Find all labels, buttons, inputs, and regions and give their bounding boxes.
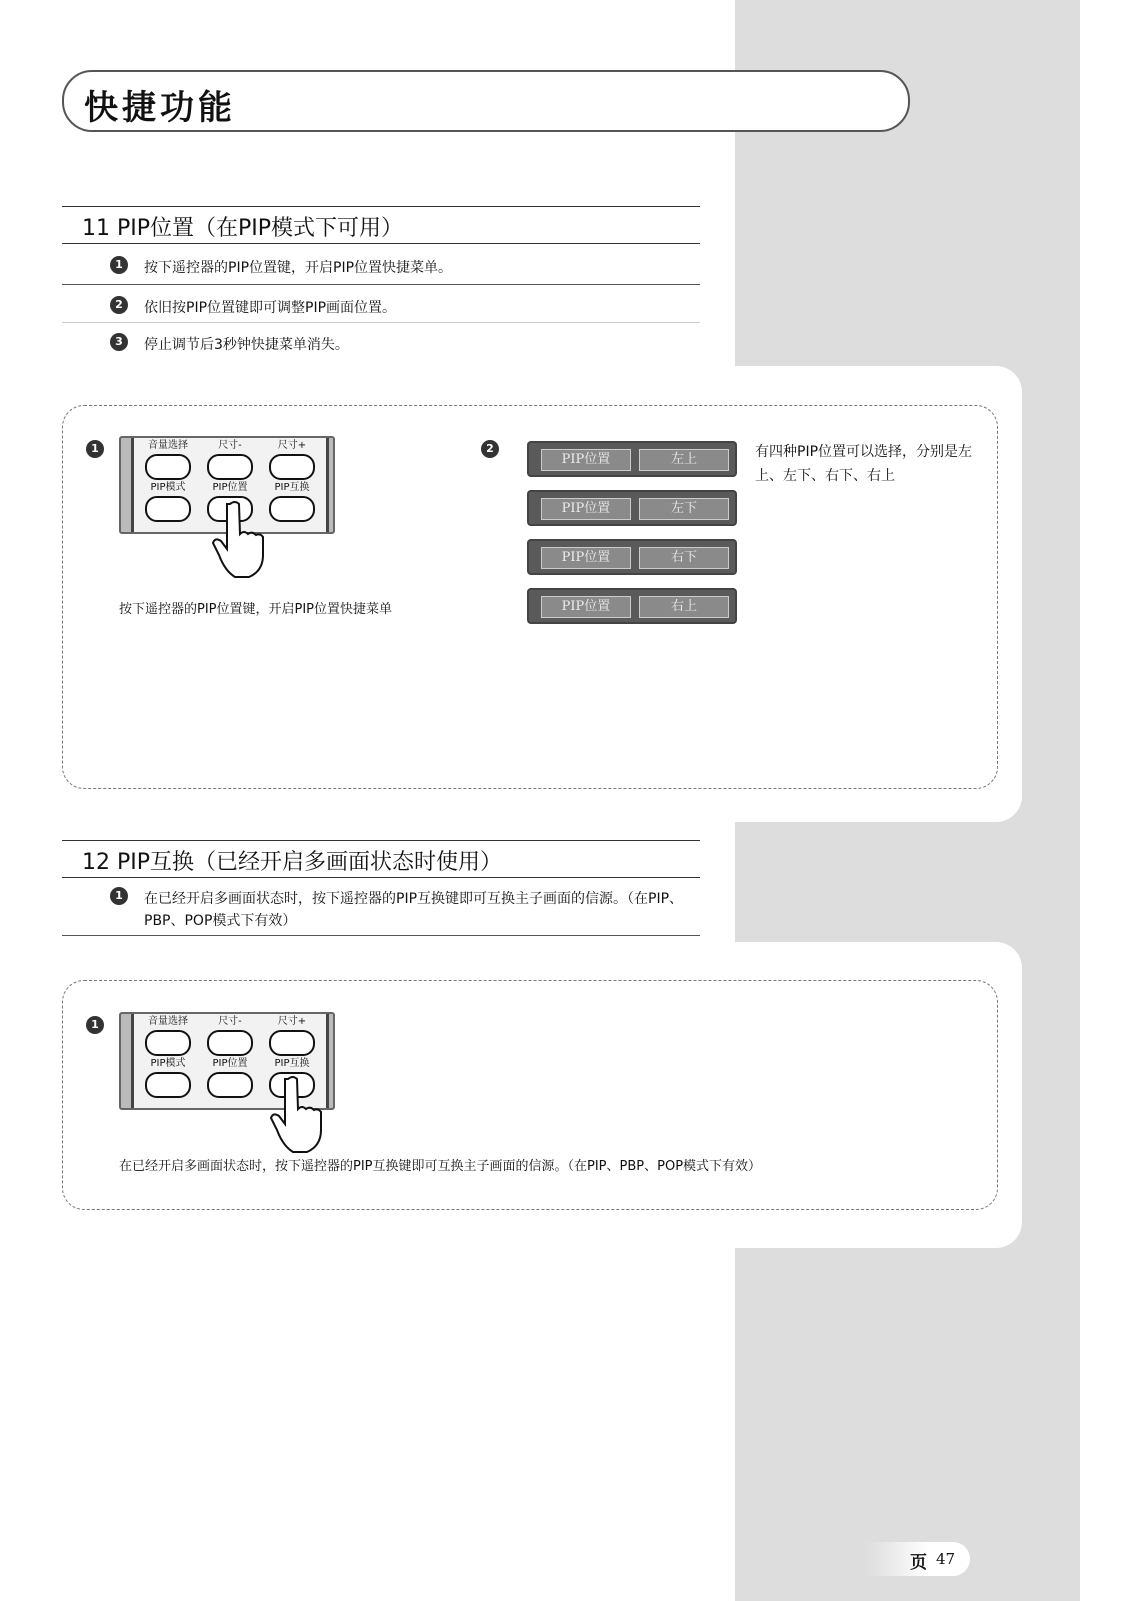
page-word: 页 [910, 1553, 927, 1573]
osd-label: PIP位置 [541, 498, 631, 520]
divider [62, 935, 700, 936]
osd-pip-position-bottom-left [527, 490, 737, 526]
remote-button-pip-position: PIP位置 [200, 1058, 260, 1102]
divider [62, 322, 700, 323]
divider [62, 284, 700, 285]
osd-value: 右下 [639, 547, 729, 569]
figure-caption: 按下遥控器的PIP位置键，开启PIP位置快捷菜单 [119, 602, 393, 617]
remote-button-pip-mode: PIP模式 [138, 1058, 198, 1102]
step-text: 依旧按PIP位置键即可调整PIP画面位置。 [144, 300, 397, 316]
remote-button-pip-swap: PIP互换 [262, 482, 322, 526]
osd-pip-position-top-left [527, 441, 737, 477]
remote-button-size-minus: 尺寸- [200, 1016, 260, 1060]
step-number-badge: 2 [110, 296, 128, 314]
figure-badge: 2 [481, 440, 499, 458]
osd-value: 左上 [639, 449, 729, 471]
section-12-heading-text: 12 PIP互换（已经开启多画面状态时使用） [82, 850, 503, 875]
remote-button-size-minus: 尺寸- [200, 440, 260, 484]
page-title-bar [62, 70, 910, 132]
osd-label: PIP位置 [541, 449, 631, 471]
page-number: 47 [936, 1550, 956, 1568]
remote-button-pip-mode: PIP模式 [138, 482, 198, 526]
section-11-heading [62, 206, 700, 244]
pointing-hand-icon [208, 500, 268, 580]
step-number-badge: 1 [110, 887, 128, 905]
remote-button-pip-swap: PIP互换 [262, 1058, 322, 1102]
osd-pip-position-bottom-right [527, 539, 737, 575]
figure-caption: 在已经开启多画面状态时，按下遥控器的PIP互换键即可互换主子画面的信源。（在PIP、PBP、POP模式下有效） [119, 1159, 762, 1174]
osd-value: 左下 [639, 498, 729, 520]
remote-button-volume-select: 音量选择 [138, 1016, 198, 1060]
remote-button-volume-select: 音量选择 [138, 440, 198, 484]
section-12-heading [62, 840, 700, 878]
step-text: 在已经开启多画面状态时，按下遥控器的PIP互换键即可互换主子画面的信源。（在PIP、PBP、POP模式下有效） [144, 891, 684, 929]
osd-label: PIP位置 [541, 596, 631, 618]
figure-badge: 1 [86, 1016, 104, 1034]
pointing-hand-icon [266, 1075, 326, 1155]
page-number-tab [866, 1542, 970, 1576]
figure-badge: 1 [86, 440, 104, 458]
osd-pip-position-top-right [527, 588, 737, 624]
section-11-heading-text: 11 PIP位置（在PIP模式下可用） [82, 216, 404, 241]
step-text: 按下遥控器的PIP位置键，开启PIP位置快捷菜单。 [144, 260, 453, 276]
remote-button-size-plus: 尺寸+ [262, 1016, 322, 1060]
remote-button-size-plus: 尺寸+ [262, 440, 322, 484]
step-number-badge: 1 [110, 256, 128, 274]
position-options-note: 有四种PIP位置可以选择，分别是左上、左下、右下、右上 [755, 444, 973, 484]
osd-value: 右上 [639, 596, 729, 618]
step-text: 停止调节后3秒钟快捷菜单消失。 [144, 337, 349, 353]
osd-label: PIP位置 [541, 547, 631, 569]
step-number-badge: 3 [110, 333, 128, 351]
remote-button-pip-position: PIP位置 [200, 482, 260, 526]
page-title: 快捷功能 [84, 88, 236, 128]
